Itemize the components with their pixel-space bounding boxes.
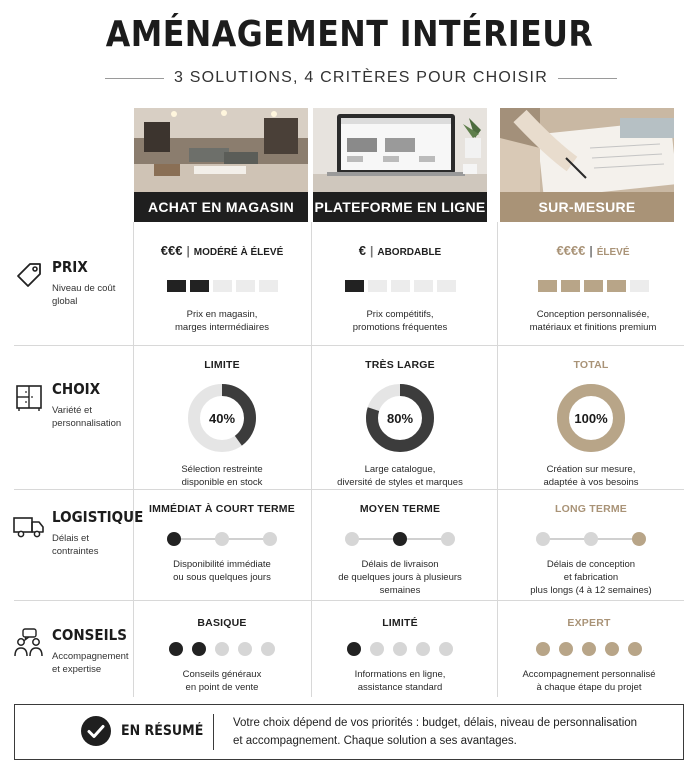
criterion-title: PRIX [52, 258, 88, 276]
check-circle-icon [81, 716, 111, 746]
criterion-logistique [12, 508, 144, 568]
donut-percent: 100% [574, 410, 608, 426]
price-symbol: €€€€ [556, 243, 586, 258]
price-symbol: €€€ [160, 243, 183, 258]
timeline-point [632, 532, 646, 546]
conseils-heading: BASIQUE [197, 617, 247, 629]
desc-line: Conseils généraux [182, 669, 262, 680]
cabinet-icon [12, 380, 46, 414]
choix-donut [365, 383, 435, 453]
summary-line: et accompagnement. Chaque solution a ses avantages. [233, 735, 517, 747]
prix-cell-store [133, 242, 311, 334]
donut-percent: 80% [386, 410, 414, 426]
expertise-dots [500, 642, 678, 656]
timeline-point [441, 532, 455, 546]
price-block [236, 280, 255, 292]
choix-cell-custom [502, 359, 680, 489]
desc-line: marges intermédiaires [175, 322, 269, 333]
online-photo [313, 108, 487, 192]
cell-description [311, 558, 489, 597]
price-level: ABORDABLE [377, 247, 442, 258]
expertise-dot [238, 642, 252, 656]
people-chat-icon [12, 626, 46, 660]
desc-line: promotions fréquentes [352, 322, 448, 333]
expertise-dot [536, 642, 550, 656]
price-heading [311, 242, 489, 260]
price-block [368, 280, 387, 292]
desc-line: disponible en stock [181, 477, 263, 488]
price-level: MODÉRÉ À ÉLEVÉ [193, 247, 284, 258]
price-block [391, 280, 410, 292]
cell-description [502, 558, 680, 597]
timeline [536, 532, 646, 546]
choix-heading: TRÈS LARGE [365, 359, 435, 371]
timeline-point [345, 532, 359, 546]
cell-description [500, 668, 678, 694]
page-subtitle: 3 SOLUTIONS, 4 CRITÈRES POUR CHOISIR [174, 69, 548, 86]
price-block [167, 280, 186, 292]
desc-line: Accompagnement personnalisé [522, 669, 656, 680]
desc-line: Délais de livraison [361, 559, 439, 570]
price-block [259, 280, 278, 292]
price-block [630, 280, 649, 292]
timeline-point [167, 532, 181, 546]
desc-line: à chaque étape du projet [536, 682, 642, 693]
desc-line: assistance standard [357, 682, 443, 693]
criterion-subtitle: Niveau de coût global [52, 283, 116, 307]
desc-line: Disponibilité immédiate [173, 559, 271, 570]
price-scale [504, 280, 682, 292]
column-header-custom [500, 108, 674, 222]
logistique-cell-custom [502, 503, 680, 597]
price-tag-icon [12, 258, 46, 292]
desc-line: ou sous quelques jours [173, 572, 271, 583]
price-separator: | [186, 244, 190, 258]
criterion-prix [12, 258, 132, 318]
column-label-online: PLATEFORME EN LIGNE [313, 192, 487, 222]
column-label-store: ACHAT EN MAGASIN [134, 192, 308, 222]
price-separator: | [589, 244, 593, 258]
desc-line: adaptée à vos besoins [543, 477, 639, 488]
choix-heading: TOTAL [573, 359, 609, 371]
choix-donut [187, 383, 257, 453]
subtitle-rule-right [558, 78, 617, 79]
expertise-dot [416, 642, 430, 656]
logistique-heading: MOYEN TERME [359, 503, 441, 515]
expertise-dot [169, 642, 183, 656]
desc-line: Sélection restreinte [181, 464, 263, 475]
price-separator: | [369, 244, 374, 258]
timeline-point [584, 532, 598, 546]
cell-description [133, 463, 311, 489]
desc-line: Prix compétitifs, [366, 309, 434, 320]
summary-title: EN RÉSUMÉ [121, 723, 204, 739]
price-scale [311, 280, 489, 292]
column-header-online [313, 108, 487, 222]
criterion-conseils [12, 626, 132, 686]
cell-description [133, 308, 311, 334]
desc-line: Délais de conception [546, 559, 636, 570]
price-level: ÉLEVÉ [596, 247, 630, 258]
choix-cell-store [133, 359, 311, 489]
cell-description [133, 558, 311, 584]
choix-heading: LIMITE [204, 359, 240, 371]
expertise-dots [311, 642, 489, 656]
expertise-dot [628, 642, 642, 656]
desc-line: Large catalogue, [364, 464, 436, 475]
timeline-point [393, 532, 407, 546]
column-header-store [134, 108, 308, 222]
conseils-cell-custom [500, 617, 678, 694]
cell-description [504, 308, 682, 334]
desc-line: Prix en magasin, [186, 309, 258, 320]
timeline-point [215, 532, 229, 546]
summary-text [233, 714, 653, 750]
conseils-heading: EXPERT [567, 617, 611, 629]
timeline-point [536, 532, 550, 546]
criterion-subtitle: Variété et personnalisation [52, 405, 122, 429]
desc-line: diversité de styles et marques [337, 477, 463, 488]
criterion-title: CONSEILS [52, 626, 127, 644]
criterion-title: CHOIX [52, 380, 101, 398]
desc-line: semaines [379, 585, 421, 596]
summary-line: Votre choix dépend de vos priorités : budget, délais, niveau de personnalisation [233, 717, 638, 729]
cell-description [133, 668, 311, 694]
desc-line: Création sur mesure, [546, 464, 636, 475]
cell-description [311, 668, 489, 694]
page-title: AMÉNAGEMENT INTÉRIEUR [105, 14, 594, 55]
row-divider [14, 600, 684, 601]
logistique-cell-online [311, 503, 489, 597]
desc-line: Informations en ligne, [354, 669, 446, 680]
cell-description [311, 308, 489, 334]
expertise-dot [582, 642, 596, 656]
price-heading [133, 242, 311, 260]
column-label-custom: SUR-MESURE [500, 192, 674, 222]
price-block [437, 280, 456, 292]
price-block [607, 280, 626, 292]
expertise-dot [370, 642, 384, 656]
donut-percent: 40% [208, 410, 236, 426]
price-symbol: € [358, 243, 366, 258]
expertise-dot [261, 642, 275, 656]
criterion-choix [12, 380, 132, 440]
timeline [167, 532, 277, 546]
expertise-dot [605, 642, 619, 656]
criterion-title: LOGISTIQUE [52, 508, 144, 526]
desc-line: plus longs (4 à 12 semaines) [530, 585, 652, 596]
timeline-point [263, 532, 277, 546]
expertise-dot [347, 642, 361, 656]
choix-donut [556, 383, 626, 453]
price-block [561, 280, 580, 292]
prix-cell-custom [504, 242, 682, 334]
column-divider [497, 222, 498, 697]
row-divider [14, 489, 684, 490]
price-block [345, 280, 364, 292]
desc-line: en point de vente [185, 682, 259, 693]
cell-description [502, 463, 680, 489]
criterion-subtitle: Accompagnement et expertise [52, 651, 129, 675]
timeline [345, 532, 455, 546]
custom-photo [500, 108, 674, 192]
desc-line: Conception personnalisée, [536, 309, 650, 320]
expertise-dot [215, 642, 229, 656]
price-block [584, 280, 603, 292]
desc-line: matériaux et finitions premium [529, 322, 657, 333]
cell-description [311, 463, 489, 489]
desc-line: de quelques jours à plusieurs [338, 572, 462, 583]
price-block [538, 280, 557, 292]
truck-icon [12, 508, 46, 542]
price-scale [133, 280, 311, 292]
logistique-heading: IMMÉDIAT À COURT TERME [149, 503, 295, 515]
summary-box [14, 704, 684, 760]
conseils-heading: LIMITÉ [382, 617, 418, 629]
row-divider [14, 345, 684, 346]
price-heading [504, 242, 682, 260]
price-block [213, 280, 232, 292]
expertise-dots [133, 642, 311, 656]
price-block [414, 280, 433, 292]
logistique-cell-store [133, 503, 311, 584]
choix-cell-online [311, 359, 489, 489]
desc-line: et fabrication [563, 572, 619, 583]
conseils-cell-online [311, 617, 489, 694]
conseils-cell-store [133, 617, 311, 694]
prix-cell-online [311, 242, 489, 334]
criterion-subtitle: Délais et contraintes [52, 533, 99, 557]
expertise-dot [192, 642, 206, 656]
expertise-dot [559, 642, 573, 656]
expertise-dot [439, 642, 453, 656]
expertise-dot [393, 642, 407, 656]
store-photo [134, 108, 308, 192]
summary-divider [213, 714, 214, 750]
price-block [190, 280, 209, 292]
subtitle-row [105, 66, 617, 90]
subtitle-rule-left [105, 78, 164, 79]
logistique-heading: LONG TERME [555, 503, 627, 515]
